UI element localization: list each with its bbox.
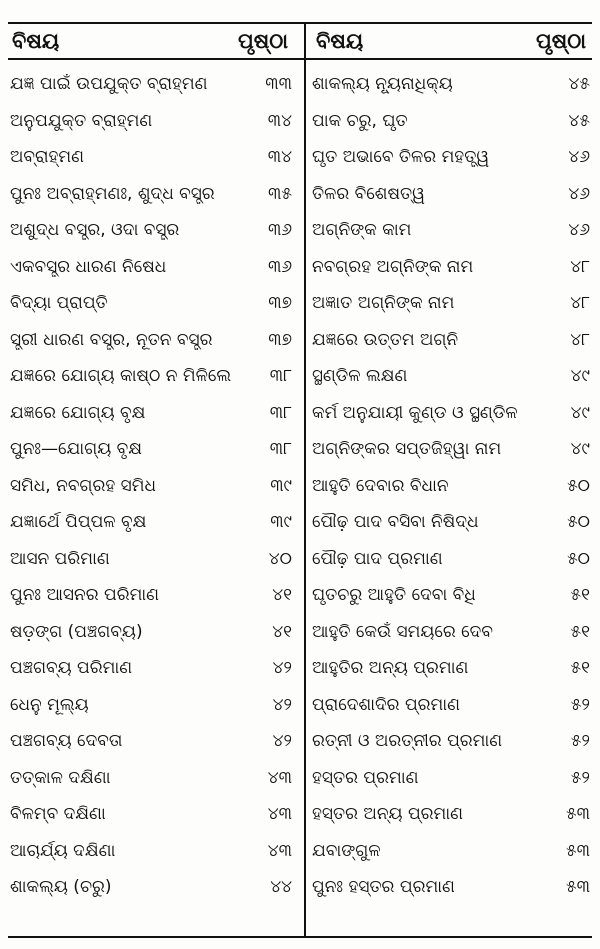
contents-page-number: ୩୬ [267,220,292,241]
contents-row [10,504,300,541]
contents-subject: ପୌଢ଼ ପାଦ ପ୍ରମାଣ [312,548,443,569]
contents-page-number: ୪୬ [568,183,590,204]
contents-page-number: ୪୧ [272,585,292,606]
contents-subject: ସ୍ତ୍ରୀ ଧାରଣ ବସ୍ତ୍ର, ନୂତନ ବସ୍ତ୍ର [10,329,213,350]
contents-page-number: ୩୭ [268,329,292,350]
contents-subject: ଏକବସ୍ତ୍ର ଧାରଣ ନିଷେଧ [10,256,167,277]
contents-page-number: ୪୧ [272,621,292,642]
contents-page-number: ୪୯ [570,366,590,387]
right-contents-column [312,66,592,906]
left-page-header: ପୃଷ୍ଠା [238,29,289,53]
contents-page-number: ୫୧ [570,585,590,606]
contents-subject: ସ୍ଥଣ୍ଡିଳ ଲକ୍ଷଣ [312,366,408,387]
contents-subject: ଅଗ୍ନିଙ୍କ କାମ [312,220,412,241]
contents-page-number: ୫୦ [567,475,590,496]
contents-page-number: ୪୨ [272,731,292,752]
contents-subject: ବିଳମ୍ବ ଦକ୍ଷିଣା [10,804,106,825]
top-rule [8,22,592,24]
contents-subject: ପୁନଃ ହସ୍ତର ପ୍ରମାଣ [312,877,455,898]
contents-row [312,249,592,286]
contents-row [312,869,592,906]
contents-row [10,358,300,395]
contents-row [10,176,300,213]
contents-subject: ଶାକଲ୍ୟ ନ୍ୟୂନାଧିକ୍ୟ [312,74,453,95]
contents-page-number: ୫୦ [567,548,590,569]
contents-subject: ଯଜ୍ଞାର୍ଥେ ପିପ୍ପଳ ବୃକ୍ଷ [10,512,147,533]
contents-page-number: ୫୨ [570,694,590,715]
contents-page-number: ୪୩ [267,840,292,861]
right-page-header: ପୃଷ୍ଠା [536,29,587,53]
contents-subject: ଆହୁତିର ଅନ୍ୟ ପ୍ରମାଣ [312,658,469,679]
contents-row [312,322,592,359]
contents-row [10,322,300,359]
contents-row [312,577,592,614]
contents-subject: ଅନୁପଯୁକ୍ତ ବ୍ରାହ୍ମଣ [10,110,153,131]
contents-page-number: ୫୨ [570,767,590,788]
contents-subject: ଆହୁତି ଦେବାର ବିଧାନ [312,475,449,496]
contents-subject: ଆସନ ପରିମାଣ [10,548,110,569]
contents-subject: ପଞ୍ଚଗବ୍ୟ ପରିମାଣ [10,658,133,679]
contents-subject: ପୁନଃ—ଯୋଗ୍ୟ ବୃକ୍ଷ [10,439,142,460]
contents-page-number: ୪୨ [272,694,292,715]
contents-page-number: ୩୯ [270,512,292,533]
contents-subject: ଯଜ୍ଞରେ ଉତ୍ତମ ଅଗ୍ନି [312,329,459,350]
contents-subject: ବିଦ୍ୟା ପ୍ରାପ୍ତି [10,293,108,314]
contents-row [312,285,592,322]
contents-page-number: ୫୦ [567,512,590,533]
contents-page-number: ୪୫ [568,74,590,95]
contents-row [312,358,592,395]
contents-row [10,833,300,870]
contents-row [312,66,592,103]
contents-row [10,468,300,505]
bottom-rule [8,936,592,938]
left-subject-header: ବିଷୟ [12,29,60,53]
contents-row [312,760,592,797]
contents-row [312,212,592,249]
contents-page-number: ୪୬ [568,220,590,241]
contents-subject: ଅଜ୍ଞାତ ଅଗ୍ନିଙ୍କ ନାମ [312,293,455,314]
contents-page-number: ୩୬ [267,256,292,277]
right-subject-header: ବିଷୟ [316,29,364,53]
contents-subject: ଆଚାର୍ଯ୍ୟ ଦକ୍ଷିଣା [10,840,116,861]
contents-row [10,541,300,578]
contents-subject: ଯଜ୍ଞ ପାଇଁ ଉପଯୁକ୍ତ ବ୍ରାହ୍ମଣ [10,74,208,95]
contents-row [10,577,300,614]
contents-row [312,723,592,760]
contents-subject: ଘୃତଚରୁ ଆହୁତି ଦେବା ବିଧି [312,585,476,606]
contents-row [312,541,592,578]
contents-row [10,66,300,103]
contents-subject: ଅବ୍ରାହ୍ମଣ [10,147,85,168]
contents-subject: ପୁନଃ ଆସନର ପରିମାଣ [10,585,160,606]
contents-row [312,176,592,213]
contents-subject: ହସ୍ତର ପ୍ରମାଣ [312,767,419,788]
contents-row [10,687,300,724]
contents-subject: ସମିଧ, ନବଗ୍ରହ ସମିଧ [10,475,156,496]
contents-page-number: ୪୩ [267,767,292,788]
contents-subject: ପୁନଃ ଅବ୍ରାହ୍ମଣଃ, ଶୁଦ୍ଧ ବସ୍ତ୍ର [10,183,215,204]
contents-row [10,212,300,249]
contents-page-number: ୪୨ [272,658,292,679]
contents-subject: ଯବାଙ୍ଗୁଳ [312,840,381,861]
contents-row [10,249,300,286]
contents-page-number: ୫୩ [566,804,590,825]
contents-subject: ରତ୍ନୀ ଓ ଅରତ୍ନୀର ପ୍ରମାଣ [312,731,503,752]
contents-page-number: ୩୮ [269,439,292,460]
contents-row [10,103,300,140]
contents-subject: ତିଳର ବିଶେଷତ୍ୱ [312,183,425,204]
contents-row [10,760,300,797]
contents-subject: ପୌଢ଼ ପାଦ ବସିବା ନିଷିଦ୍ଧ [312,512,479,533]
contents-subject: ପ୍ରାଦେଶାଦିର ପ୍ରମାଣ [312,694,460,715]
contents-page-number: ୪୮ [570,256,590,277]
contents-row [312,650,592,687]
contents-page-number: ୪୦ [268,548,292,569]
contents-page-number: ୩୮ [269,366,292,387]
contents-row [312,139,592,176]
contents-row [10,431,300,468]
contents-subject: କର୍ମ ଅନୁଯାୟୀ କୁଣ୍ଡ ଓ ସ୍ଥଣ୍ଡିଳ [312,402,518,423]
contents-row [10,869,300,906]
contents-subject: ଶାକଲ୍ୟ (ଚରୁ) [10,877,112,898]
contents-row [312,687,592,724]
contents-subject: ପାକ ଚରୁ, ଘୃତ [312,110,408,131]
contents-page-number: ୩୯ [270,475,292,496]
column-divider [304,22,306,938]
contents-row [10,650,300,687]
contents-row [10,614,300,651]
contents-page-number: ୪୪ [270,877,292,898]
contents-subject: ଧେନୁ ମୂଲ୍ୟ [10,694,89,715]
contents-page-number: ୪୯ [570,402,590,423]
contents-page-number: ୩୩ [265,74,292,95]
contents-subject: ଅଗ୍ନିଙ୍କର ସପ୍ତଜିହ୍ୱା ନାମ [312,439,502,460]
contents-row [312,833,592,870]
contents-subject: ଘୃତ ଅଭାବେ ତିଳର ମହତ୍ତ୍ୱ [312,147,490,168]
contents-row [312,103,592,140]
contents-page-number: ୫୩ [566,840,590,861]
contents-subject: ତତ୍କାଳ ଦକ୍ଷିଣା [10,767,111,788]
contents-page-number: ୪୮ [570,293,590,314]
contents-row [10,723,300,760]
contents-row [312,395,592,432]
contents-page-number: ୪୬ [568,147,590,168]
contents-row [10,796,300,833]
contents-page-number: ୩୮ [269,402,292,423]
contents-page-number: ୪୩ [267,804,292,825]
contents-subject: ନବଗ୍ରହ ଅଗ୍ନିଙ୍କ ନାମ [312,256,474,277]
contents-subject: ଆହୁତି କେଉଁ ସମୟରେ ଦେବ [312,621,493,642]
contents-subject: ହସ୍ତର ଅନ୍ୟ ପ୍ରମାଣ [312,804,464,825]
contents-page-number: ୩୭ [268,293,292,314]
header-rule [8,58,592,60]
contents-row [312,504,592,541]
contents-row [312,796,592,833]
contents-page-number: ୩୫ [268,183,292,204]
contents-subject: ପଞ୍ଚଗବ୍ୟ ଦେବତା [10,731,123,752]
contents-page-number: ୪୮ [570,329,590,350]
contents-page-number: ୩୪ [267,110,292,131]
contents-page-number: ୫୩ [566,877,590,898]
contents-page-number: ୩୪ [267,147,292,168]
contents-subject: ଯଜ୍ଞରେ ଯୋଗ୍ୟ କାଷ୍ଠ ନ ମିଳିଲେ [10,366,232,387]
contents-page-number: ୪୯ [570,439,590,460]
contents-page-number: ୫୧ [570,621,590,642]
contents-row [312,614,592,651]
contents-subject: ଷଡ଼ଙ୍ଗ (ପଞ୍ଚଗବ୍ୟ) [10,621,143,642]
contents-row [312,431,592,468]
contents-page-number: ୫୨ [570,731,590,752]
left-contents-column [10,66,300,906]
contents-page-number: ୪୫ [568,110,590,131]
contents-row [312,468,592,505]
contents-row [10,395,300,432]
contents-subject: ଯଜ୍ଞରେ ଯୋଗ୍ୟ ବୃକ୍ଷ [10,402,146,423]
contents-row [10,285,300,322]
contents-row [10,139,300,176]
contents-page-number: ୫୧ [570,658,590,679]
contents-subject: ଅଶୁଦ୍ଧ ବସ୍ତ୍ର, ଓଦା ବସ୍ତ୍ର [10,220,180,241]
